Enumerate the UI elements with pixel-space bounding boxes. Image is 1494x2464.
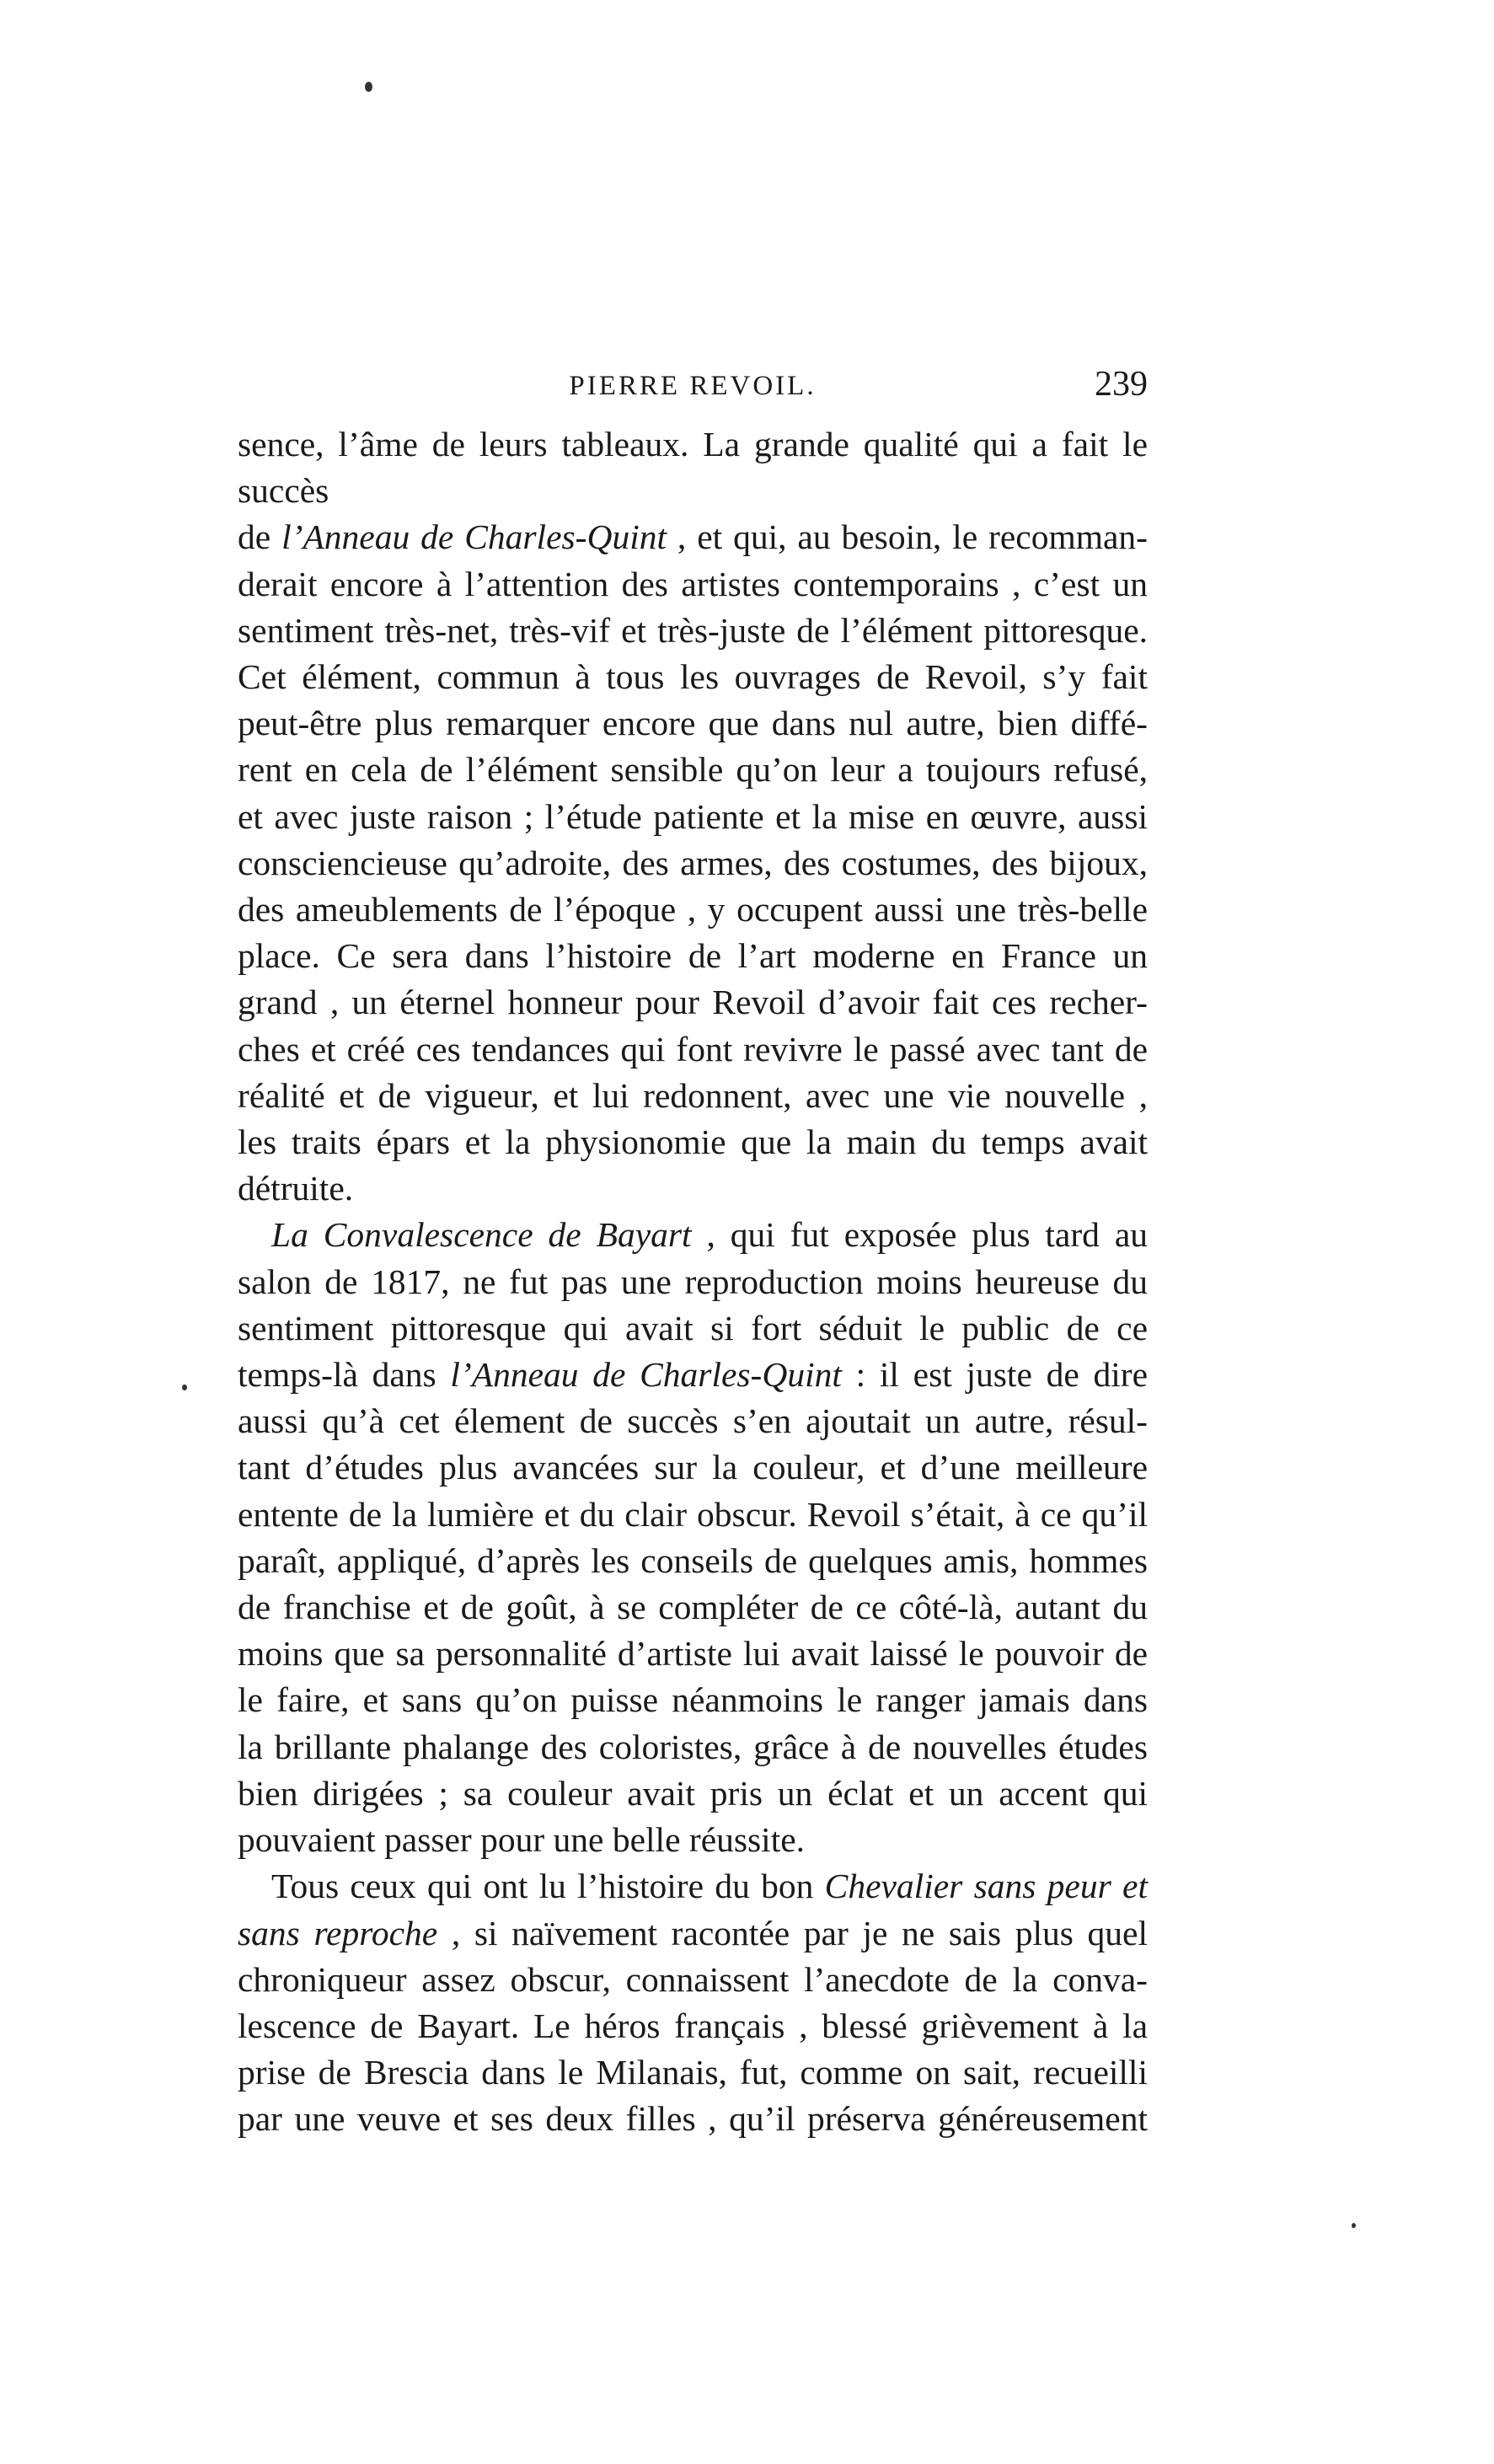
text-line — [238, 1724, 1148, 1770]
text-run: ches et créé ces tendances qui font revivre le passé avec tant de — [238, 1029, 1148, 1069]
text-line — [238, 1212, 1148, 1258]
text-line — [238, 1398, 1148, 1444]
text-run: détruite. — [238, 1169, 354, 1208]
text-run: aussi qu’à cet élement de succès s’en ajoutait un autre, résul- — [238, 1401, 1148, 1441]
text-run: grand , un éternel honneur pour Revoil d’avoir fait ces recher- — [238, 983, 1148, 1022]
text-line — [238, 1817, 1148, 1863]
text-run: pouvaient passer pour une belle réussite. — [238, 1820, 806, 1860]
text-line — [238, 887, 1148, 933]
text-run: paraît, appliqué, d’après les conseils de quelques amis, hommes — [238, 1540, 1148, 1580]
text-line — [238, 700, 1148, 747]
text-run: bien dirigées ; sa couleur avait pris un éclat et un accent qui — [238, 1773, 1148, 1813]
text-run: sence, l’âme de leurs tableaux. La grande qualité qui a fait le succès — [238, 425, 1148, 511]
paragraph-2 — [238, 1212, 1148, 1863]
text-run: rent en cela de l’élément sensible qu’on leur a toujours refusé, — [238, 750, 1148, 790]
ink-speck — [182, 1385, 187, 1390]
text-run: : il est juste de dire — [841, 1355, 1148, 1395]
text-line — [238, 1770, 1148, 1817]
text-run: tant d’études plus avancées sur la couleur, et d’une meilleure — [238, 1448, 1148, 1487]
paragraph-3 — [238, 1863, 1148, 2142]
text-line — [238, 654, 1148, 700]
text-run: sentiment pittoresque qui avait si fort séduit le public de ce — [238, 1308, 1148, 1347]
text-run: consciencieuse qu’adroite, des armes, des costumes, des bijoux, — [238, 843, 1148, 882]
text-run: Tous ceux qui ont lu l’histoire du bon — [271, 1867, 825, 1906]
text-line — [238, 1910, 1148, 1957]
text-line — [238, 514, 1148, 560]
text-run: entente de la lumière et du clair obscur. Revoil s’était, à ce qu’il — [238, 1494, 1148, 1534]
text-line — [238, 1863, 1148, 1910]
italic-title-text: Chevalier sans peur et — [824, 1867, 1148, 1906]
text-line — [238, 2049, 1148, 2096]
text-run: de franchise et de goût, à se compléter de ce côté-là, autant du — [238, 1588, 1148, 1627]
text-run: chroniqueur assez obscur, connaissent l’anecdote de la conva- — [238, 1959, 1148, 1999]
text-line — [238, 1259, 1148, 1305]
body-text — [238, 421, 1148, 2143]
text-line — [238, 608, 1148, 654]
text-line — [238, 933, 1148, 979]
text-line — [238, 1119, 1148, 1165]
text-run: de — [238, 517, 282, 557]
italic-title-text: l’Anneau de Charles-Quint — [450, 1355, 842, 1395]
text-line — [238, 1444, 1148, 1491]
text-line — [238, 561, 1148, 608]
italic-title-text: sans reproche — [238, 1913, 438, 1952]
text-line — [238, 1073, 1148, 1119]
text-run: et avec juste raison ; l’étude patiente et la mise en œuvre, aussi — [238, 796, 1148, 836]
text-line — [238, 1165, 1148, 1212]
text-line — [238, 1352, 1148, 1398]
text-run: , qui fut exposée plus tard au — [691, 1215, 1148, 1255]
page-number: 239 — [1095, 365, 1148, 404]
text-run: temps-là dans — [238, 1355, 451, 1395]
text-run: sentiment très-net, très-vif et très-juste de l’élément pittoresque. — [238, 610, 1148, 650]
ink-speck — [365, 82, 372, 92]
text-line — [238, 1026, 1148, 1073]
text-run: lescence de Bayart. Le héros français , blessé grièvement à la — [238, 2006, 1148, 2045]
text-line — [238, 1631, 1148, 1677]
text-line — [238, 1305, 1148, 1352]
text-run: le faire, et sans qu’on puisse néanmoins le ranger jamais dans — [238, 1680, 1148, 1720]
text-run: la brillante phalange des coloristes, grâce à de nouvelles études — [238, 1727, 1148, 1766]
text-run: , si naïvement racontée par je ne sais plus quel — [437, 1913, 1148, 1952]
text-run: , et qui, au besoin, le recomman- — [667, 517, 1148, 557]
text-run: derait encore à l’attention des artistes contemporains , c’est un — [238, 564, 1148, 603]
text-line — [238, 979, 1148, 1026]
text-run: Cet élément, commun à tous les ouvrages de Revoil, s’y fait — [238, 657, 1148, 697]
text-line — [238, 1957, 1148, 2003]
text-line — [238, 1538, 1148, 1584]
text-line — [238, 794, 1148, 840]
italic-title-text: La Convalescence de Bayart — [271, 1215, 692, 1255]
text-run: salon de 1817, ne fut pas une reproduction moins heureuse du — [238, 1261, 1148, 1301]
ink-speck — [1352, 2223, 1356, 2228]
text-run: les traits épars et la physionomie que la main du temps avait — [238, 1122, 1148, 1162]
running-title: PIERRE REVOIL. — [569, 371, 817, 401]
text-line — [238, 2003, 1148, 2049]
text-run: des ameublements de l’époque , y occupent aussi une très-belle — [238, 890, 1148, 929]
page-header — [238, 362, 1148, 413]
text-line — [238, 1677, 1148, 1723]
italic-title-text: l’Anneau de Charles-Quint — [281, 517, 667, 557]
text-run: moins que sa personnalité d’artiste lui avait laissé le pouvoir de — [238, 1634, 1148, 1674]
text-line — [238, 747, 1148, 793]
text-run: prise de Brescia dans le Milanais, fut, comme on sait, recueilli — [238, 2053, 1148, 2092]
text-line — [238, 1584, 1148, 1631]
paragraph-1 — [238, 421, 1148, 1212]
text-line — [238, 2096, 1148, 2142]
text-line — [238, 421, 1148, 514]
text-run: peut-être plus remarquer encore que dans nul autre, bien diffé- — [238, 704, 1148, 743]
text-run: par une veuve et ses deux filles , qu’il préserva généreusement — [238, 2099, 1148, 2139]
text-run: réalité et de vigueur, et lui redonnent, avec une vie nouvelle , — [238, 1075, 1148, 1115]
text-run: place. Ce sera dans l’histoire de l’art moderne en France un — [238, 936, 1148, 976]
text-line — [238, 1492, 1148, 1538]
text-line — [238, 840, 1148, 887]
